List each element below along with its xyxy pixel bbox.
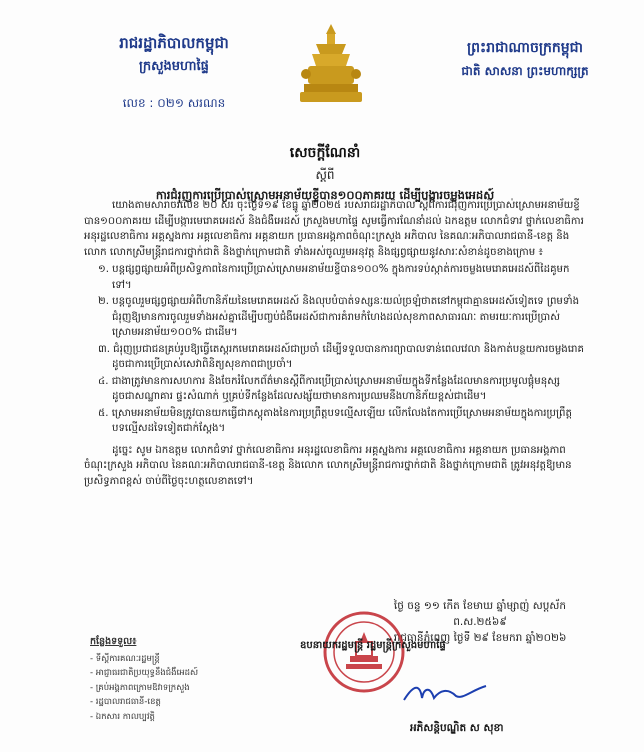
intro-paragraph: យោងតាមសារាចរលេខ ២០ សរ ចុះថ្ងៃទី១៩ ខែធ្នូ ឆ្នាំ២០២៥ របស់រាជរដ្ឋាភិបាល ស្តីពីការជំរុញការប្រើប្រាស់ស្រោមអនាម័យខ្ទីបាន១០០ភាគរយ ដើម្បីបង្ការមេរោគអេដស៍ និងជំងឺអេដស៍ ក្រសួងមហាផ្ទៃ សូមធ្វើការណែនាំដល់ ឯកឧត្តម លោកជំទាវ ថ្នាក់លេខាធិការ អនុរដ្ឋលេខាធិការ អគ្គស្នងការ អគ្គលេខាធិការ អគ្គនាយក ប្រធានអង្គភាពចំណុះក្រសួង អភិបាល នៃគណៈអភិបាលរាជធានី-ខេត្ត និងលោក លោកស្រីមន្ត្រីរាជការថ្នាក់ជាតិ និងថ្នាក់ក្រោមជាតិ ទាំងអស់ចូលរួមអនុវត្ត និងផ្សព្វផ្សាយនូវសារៈសំខាន់ដូចខាងក្រោម ៖ — [84, 200, 584, 258]
instruction-list — [84, 262, 584, 437]
kingdom-name: ព្រះរាជាណាចក្រកម្ពុជា — [466, 40, 583, 56]
instruction-item: ៥. ស្រោមអនាម័យមិនត្រូវបានយកធ្វើជាភស្តុតាងនៃការប្រព្រឹត្តបទល្មើសឡើយ លើកលែងតែការប្រើស្រោមអនាម័យក្នុងការប្រព្រឹត្តបទល្មើសដទៃទៀតជាក់ស្តែង។ — [98, 407, 572, 434]
signer-name: អភិសន្តិបណ្ឌិត ស សុខា — [410, 722, 504, 734]
ministry-header — [84, 34, 264, 113]
recipient-item: - គ្រប់អង្គភាពក្រោមឱវាទក្រសួង — [90, 682, 190, 693]
reference-number: លេខ : ០២១ សរណន — [122, 96, 226, 110]
document-body — [84, 198, 584, 489]
instruction-item: ២. បន្តចូលរួមផ្សព្វផ្សាយអំពីហានិភ័យនៃមេរោគអេដស៍ និងលុបបំបាត់ទស្សនៈយល់ច្រឡំថាតនៅកម្ពុជាគ្មានអេដស៍ទៀតទេ ព្រមទាំងជំរុញឱ្យមានការចូលរួមទាំងអស់គ្នាដើម្បីបញ្ចប់ជំងឺអេដស៍ជាការគំរាមកំហែងដល់សុខភាពសាធារណៈ តាមរយៈការប្រើប្រាស់ស្រោមអនាម័យ១០០% ជាដើម។ — [98, 296, 580, 338]
royal-emblem-icon — [296, 22, 366, 110]
title-line-subject: ការជំរុញការប្រើប្រាស់ស្រោមអនាម័យខ្ទីបាន១០០ភាគរយ ដើម្បីបង្ការចម្លងអេដស៍ — [155, 188, 495, 202]
national-motto: ជាតិ សាសនា ព្រះមហាក្សត្រ — [461, 64, 589, 78]
title-line-instruction: សេចក្តីណែនាំ — [289, 145, 361, 161]
document-title — [70, 143, 580, 205]
instruction-item: ៤. ជាងាត្រូវមានការសហការ និងចែករំលែកព័ត៌មានស្តីពីការប្រើប្រាស់ស្រោមអនាម័យក្នុងទីកន្លែងដែលមានការប្រមូលផ្តុំមនុស្ស ដូចជាសណ្ឋាគារ ផ្ទះសំណាក់ ឬគ្រប់ទីកន្លែងដែលសង្ស័យថាមានការប្រឈមនឹងហានិភ័យខ្ពស់ជាដើម។ — [98, 375, 560, 402]
signer-position: ឧបនាយករដ្ឋមន្ត្រី រដ្ឋមន្ត្រីក្រសួងមហាផ្ទៃ — [300, 640, 446, 651]
government-name: រាជរដ្ឋាភិបាលកម្ពុជា — [119, 34, 229, 52]
recipients-heading: កន្លែងទទួល៖ — [90, 636, 137, 647]
solar-date: រាជធានីភ្នំពេញ ថ្ងៃទី ២៩ ខែមករា ឆ្នាំ២០២៦ — [393, 632, 567, 644]
recipient-item: - ទីស្តីការគណៈរដ្ឋមន្ត្រី — [90, 653, 160, 664]
recipient-item: - ឯកសារ កាលប្បវត្តិ — [90, 711, 155, 722]
ministry-name: ក្រសួងមហាផ្ទៃ — [139, 59, 209, 74]
recipient-item: - រដ្ឋបាលរាជធានី-ខេត្ត — [90, 697, 161, 707]
handwritten-signature-icon — [400, 680, 490, 706]
instruction-item: ៣. ជំរុញប្រជាជនគ្រប់រូបឱ្យធ្វើតេស្តរកមេរោគអេដស៍ជាប្រចាំ ដើម្បីទទួលបានការព្យាបាលទាន់ពេលវេលា និងកាត់បន្ថយការចម្លងរោគ ដូចជាការប្រើប្រាស់សេវាពិនិត្យសុខភាពជាប្រចាំ។ — [98, 343, 584, 370]
closing-paragraph: ដូច្នេះ សូម ឯកឧត្តម លោកជំទាវ ថ្នាក់លេខាធិការ អនុរដ្ឋលេខាធិការ អគ្គស្នងការ អគ្គលេខាធិការ អគ្គនាយក ប្រធានអង្គភាពចំណុះក្រសួង អភិបាល នៃគណៈអភិបាលរាជធានី-ខេត្ត និងលោក លោកស្រីមន្ត្រីរាជការថ្នាក់ជាតិ និងថ្នាក់ក្រោមជាតិ ត្រូវអនុវត្តឱ្យមានប្រសិទ្ធភាពខ្ពស់ ចាប់ពីថ្ងៃចុះហត្ថលេខាតទៅ។ — [84, 444, 572, 487]
instruction-item: ១. បន្តផ្សព្វផ្សាយអំពីប្រសិទ្ធភាពនៃការប្រើប្រាស់ស្រោមអនាម័យខ្ទីបាន១០០% ក្នុងការទប់ស្កាត់ការចម្លងមេរោគអេដស៍ពីដៃគូមកទៅ។ — [98, 264, 570, 291]
title-line-on: ស្តីពី — [315, 168, 335, 182]
kingdom-header — [445, 38, 605, 81]
recipient-item: - អាជ្ញាធរជាតិប្រយុទ្ធនឹងជំងឺអេដស៍ — [90, 668, 199, 678]
lunar-date: ថ្ងៃ ចន្ទ ១១ កើត ខែមាឃ ឆ្នាំម្សាញ់ សប្តស័ក ព.ស.២៥៦៩ — [393, 600, 567, 628]
recipients-list — [90, 635, 290, 724]
